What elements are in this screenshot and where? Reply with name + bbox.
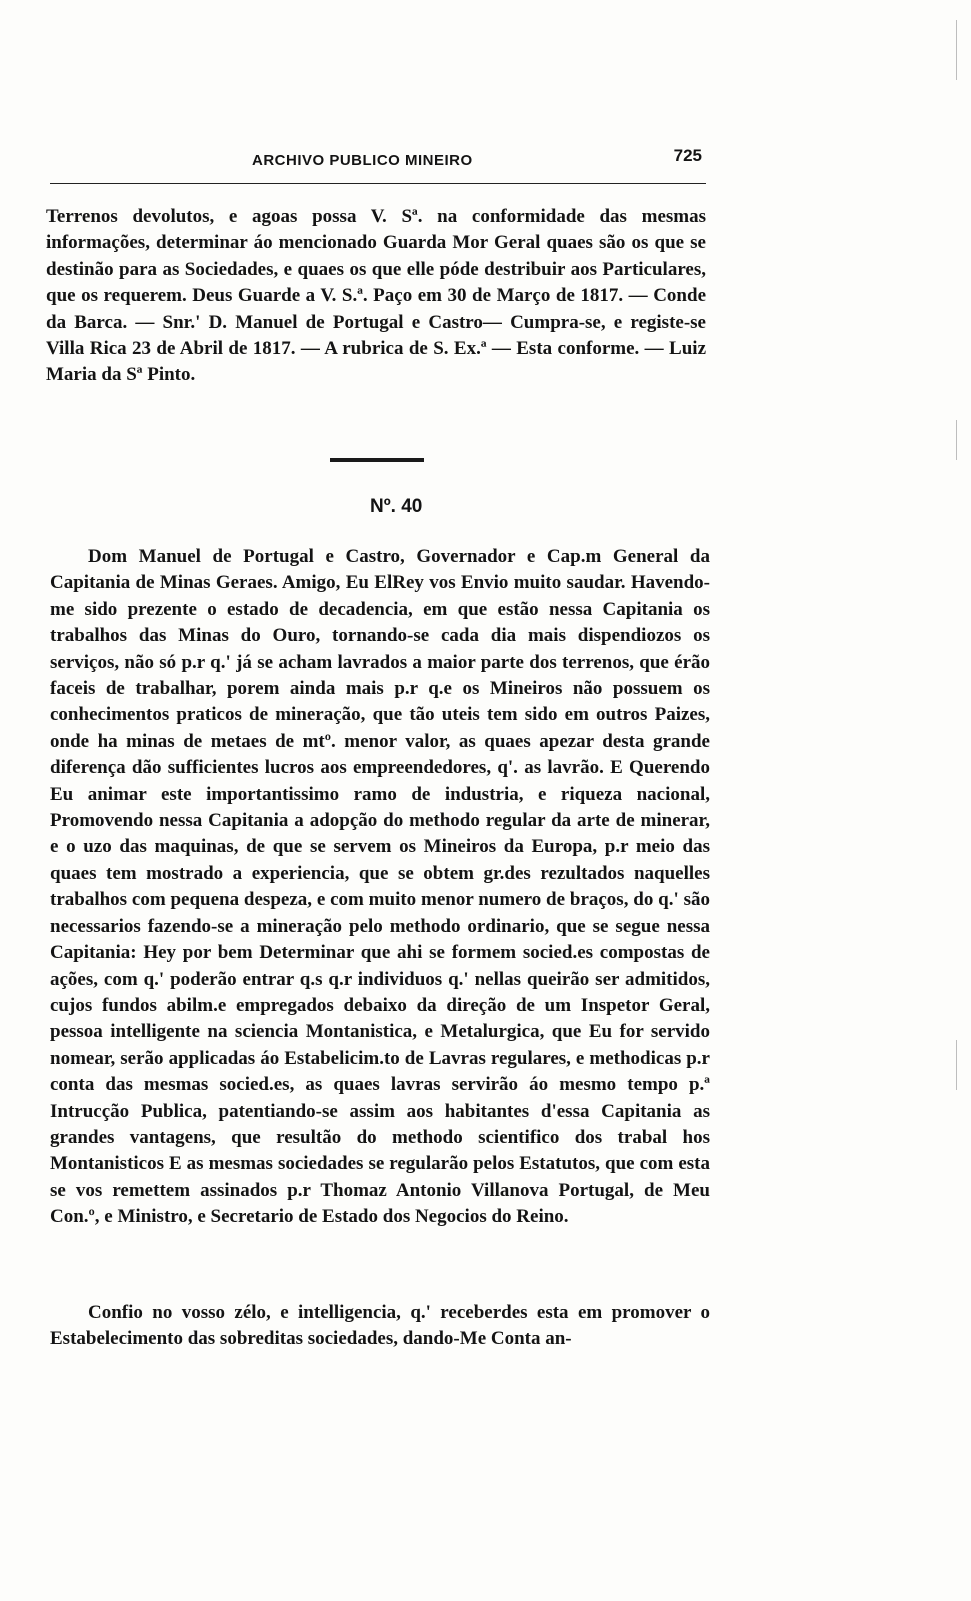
- document-number: Nº. 40: [370, 496, 423, 517]
- page-edge-mark: [956, 1040, 957, 1090]
- header-rule: [50, 183, 706, 184]
- letter-paragraph: Dom Manuel de Portugal e Castro, Governador e Cap.m General da Capitania de Minas Geraes. Amigo, Eu ElRey vos Envio muito saudar. Havendo-me sido prezente o estado de decadencia, em que estão nessa Capitania os trabalhos das Minas do Ouro, tornando-se cada dia mais dispendiozos os serviços, não só p.r q.' já se acham lavrados a maior parte dos terrenos, que érão faceis de trabalhar, porem ainda mais p.r q.e os Mineiros não possuem os conhecimentos praticos de mineração, que tão uteis tem sido em outros Paizes, onde ha minas de metaes de mtº. menor valor, as quaes apezar desta grande diferença dão sufficientes lucros aos empreendedores, q'. as lavrão. E Querendo Eu animar este importantissimo ramo de industria, e riqueza nacional, Promovendo nessa Capitania a adopção do methodo regular da arte de minerar, e o uzo das maquinas, de que se servem os Mineiros da Europa, p.r meio das quaes tem mostrado a experiencia, que se obtem gr.des rezultados naquelles trabalhos com pequena despeza, e com muito menor numero de braços, do q.' são necessarios fazendo-se a mineração pelo methodo ordinario, que se segue nessa Capitania: Hey por bem Determinar que ahi se formem socied.es compostas de ações, com q.' poderão entrar q.s q.r individuos q.' nellas queirão ser admitidos, cujos fundos abilm.e empregados debaixo da direção de um Inspetor Geral, pessoa intelligente na sciencia Montanistica, e Metalurgica, que Eu for servido nomear, serão applicadas áo Estabelicim.to de Lavras regulares, e methodicas p.r conta das mesmas socied.es, as quaes lavras servirão áo mesmo tempo p.ª Intrucção Publica, patentiando-se assim aos habitantes d'essa Capitania as grandes vantagens, que resultão do methodo scientifico dos trabal hos Montanisticos E as mesmas sociedades se regularão pelos Estatutos, que com esta se vos remettem assinados p.r Thomaz Antonio Villanova Portugal, de Meu Con.º, e Ministro, e Secretario de Estado dos Negocios do Reino.: [50, 546, 710, 1228]
- continuation-paragraph: Terrenos devolutos, e agoas possa V. Sª. na conformidade das mesmas informações, determinar áo mencionado Guarda Mor Geral quaes são os que se destinão para as Sociedades, e quaes os que elle póde destribuir aos Particulares, que os requerem. Deus Guarde a V. S.ª. Paço em 30 de Março de 1817. — Conde da Barca. — Snr.' D. Manuel de Portugal e Castro— Cumpra-se, e registe-se Villa Rica 23 de Abril de 1817. — A rubrica de S. Ex.ª — Esta conforme. — Luiz Maria da Sª Pinto.: [46, 206, 706, 386]
- page-edge-mark: [956, 20, 957, 80]
- section-divider: [330, 458, 424, 462]
- letter-paragraph: Confio no vosso zélo, e intelligencia, q.' receberdes esta em promover o Estabelecimento das sobreditas sociedades, dando-Me Conta an-: [50, 1302, 710, 1350]
- page-header: [50, 148, 710, 178]
- page-edge-mark: [956, 420, 957, 460]
- page-number: 725: [673, 146, 702, 165]
- running-head: ARCHIVO PUBLICO MINEIRO: [252, 152, 473, 169]
